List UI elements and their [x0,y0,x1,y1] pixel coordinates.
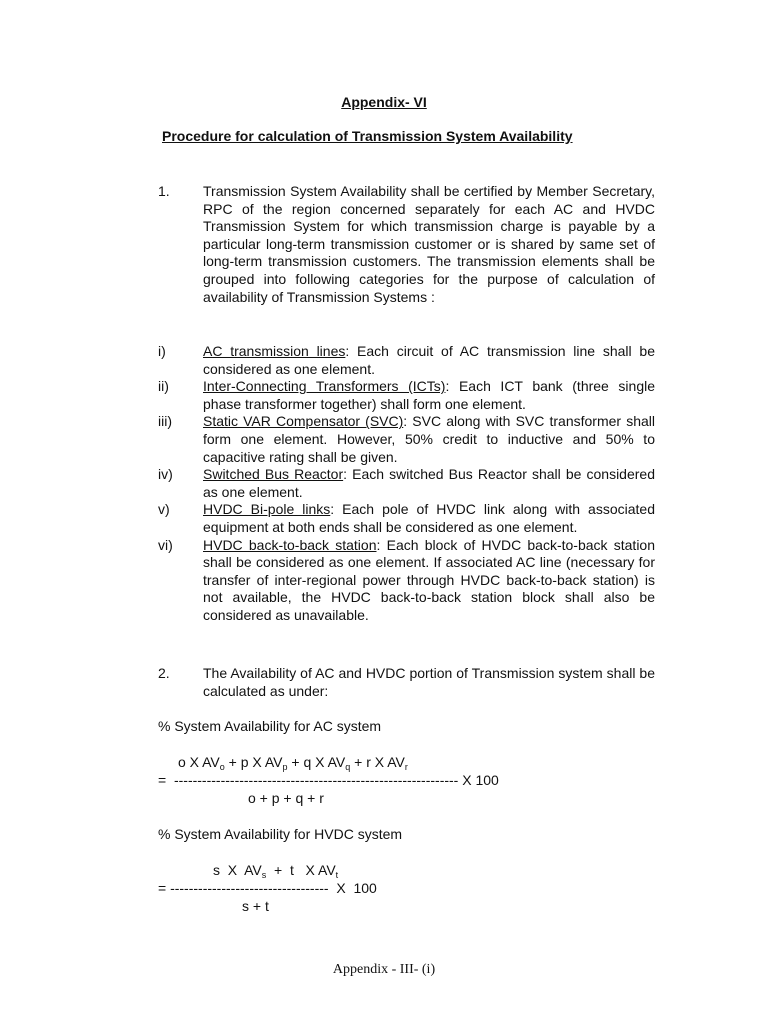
list-item [158,466,655,501]
list-item-description: : Each block of HVDC back-to-back station shall be considered as one element. If associated AC line (necessary for transfer of inter-regional power through HVDC back-to-back station) is not available, the HVDC back-to-back station block shall also be considered as unavailable. [203,536,656,623]
list-item-term: Switched Bus Reactor [203,466,344,483]
list-item-term: Static VAR Compensator (SVC) [203,413,404,430]
list-item-number: iii) [158,413,172,430]
list-item-number: vi) [158,536,173,553]
procedure-subtitle: Procedure for calculation of Transmission System Availability [162,128,573,144]
paragraph-1-text: Transmission System Availability shall be certified by Member Secretary, RPC of the region concerned separately for each AC and HVDC Transmission System for which transmission charge is payable by a particular long-term transmission customer or is shared by same set of long-term transmission customers. The transmission elements shall be grouped into following categories for the purpose of calculation of availability of Transmission Systems : [203,183,655,305]
list-item-term: Inter-Connecting Transformers (ICTs) [203,378,446,395]
list-item-term: AC transmission lines [203,343,346,359]
ac-formula-denominator: o + p + q + r [248,790,324,806]
list-item-description: : Each ICT bank (three single phase transformer together) shall form one element. [203,378,655,412]
page-footer: Appendix - III- (i) [332,962,436,977]
hvdc-availability-heading: % System Availability for HVDC system [158,826,403,842]
list-item [158,537,655,625]
list-item-description: : SVC along with SVC transformer shall form one element. However, 50% credit to inductive and 50% to capacitive rating shall be given. [203,413,655,465]
ac-formula-numerator: o X $AV_o + p$ X $AV_p + q$ X $AV_q + r$ X $AV_r$ [178,754,408,772]
hvdc-formula-fraction-line: = ---------------------------------- X 100 [158,880,377,896]
paragraph-2-text: The Availability of AC and HVDC portion of Transmission system shall be calculated as under: [203,665,655,699]
hvdc-formula-numerator: s X $AV_s + t$ X $AV_t$ [213,862,339,880]
list-item [158,378,655,413]
list-item [158,413,655,466]
list-item [158,343,655,378]
list-item [158,501,655,536]
list-item-description: : Each circuit of AC transmission line shall be considered as one element. [203,343,655,377]
hvdc-formula-denominator: s + t [242,898,269,914]
paragraph-1-number: 1. [158,183,170,199]
list-item-number: i) [158,343,166,359]
ac-availability-heading: % System Availability for AC system [158,718,382,734]
list-item-number: iv) [158,466,173,483]
list-item-term: HVDC Bi-pole links [203,501,331,518]
list-item-description: : Each pole of HVDC link along with associated equipment at both ends shall be considered as one element. [203,501,655,535]
element-category-list [158,343,655,625]
paragraph-2-number: 2. [158,665,170,681]
paragraph-1 [158,183,655,306]
paragraph-2 [158,665,655,700]
list-item-number: v) [158,501,170,518]
ac-formula-fraction-line: = ------------------------------------------------------------- X 100 [158,772,499,788]
list-item-term: HVDC back-to-back station [203,536,377,553]
appendix-title: Appendix- VI [341,94,427,110]
list-item-description: : Each switched Bus Reactor shall be considered as one element. [203,466,655,500]
list-item-number: ii) [158,378,169,395]
